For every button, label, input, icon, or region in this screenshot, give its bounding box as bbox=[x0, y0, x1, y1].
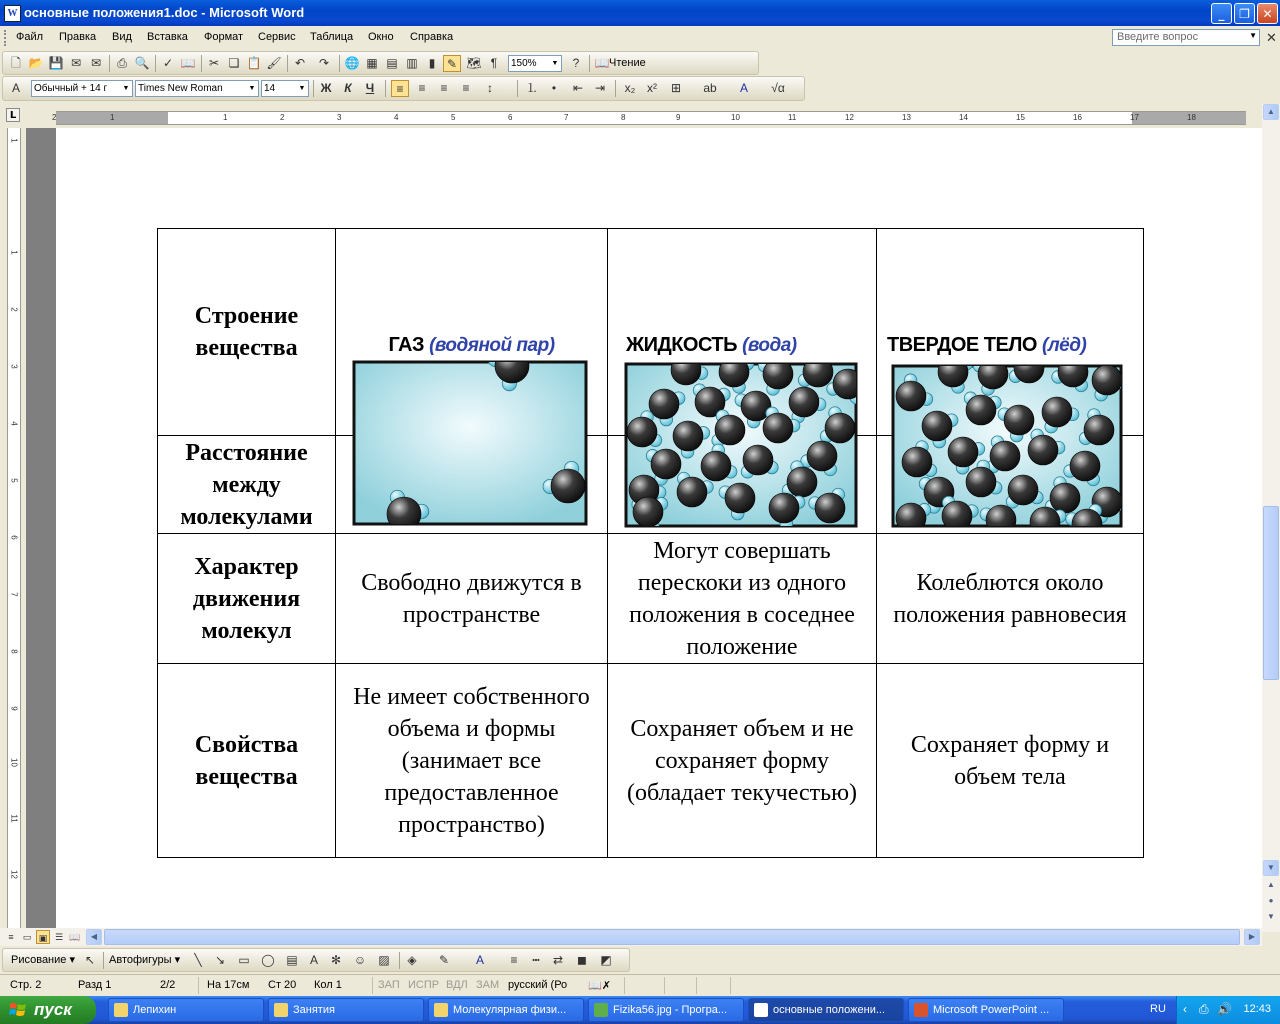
table-cell[interactable]: Свободно движутся в пространстве bbox=[336, 534, 608, 664]
status-record[interactable]: ЗАП bbox=[378, 979, 400, 991]
minimize-button[interactable]: _ bbox=[1211, 3, 1232, 24]
status-bar bbox=[0, 974, 1280, 997]
table-row bbox=[158, 229, 1144, 436]
style-select[interactable] bbox=[31, 80, 133, 97]
table-cell[interactable]: Не имеет собственного объема и формы (занимает все предоставленное пространство) bbox=[336, 664, 608, 858]
bold-button[interactable]: Ж bbox=[320, 81, 332, 95]
taskbar-item-word-document[interactable] bbox=[748, 998, 904, 1022]
maximize-button[interactable]: ❐ bbox=[1234, 3, 1255, 24]
align-left-icon[interactable]: ≡ bbox=[391, 80, 409, 97]
drawing-icon[interactable]: ✎ bbox=[443, 55, 461, 72]
menu-bar bbox=[0, 26, 1280, 50]
help-question-placeholder: Введите вопрос bbox=[1117, 31, 1199, 43]
taskbar-item-lepikhin[interactable] bbox=[108, 998, 264, 1022]
decrease-indent-icon[interactable]: ⇤ bbox=[572, 81, 584, 95]
menu-file[interactable]: Файл bbox=[16, 31, 44, 43]
research-icon[interactable]: 📖 bbox=[180, 56, 196, 70]
zoom-dropdown-icon[interactable]: ▼ bbox=[551, 60, 559, 67]
insert-excel-icon[interactable]: ▥ bbox=[406, 56, 418, 70]
gas-title: ГАЗ bbox=[388, 334, 425, 356]
system-tray bbox=[1176, 996, 1280, 1024]
ruler-number: 18 bbox=[1187, 113, 1196, 122]
read-icon[interactable]: 📖 bbox=[594, 56, 610, 70]
print-preview-icon[interactable]: 🔍 bbox=[134, 56, 150, 70]
ruler-number: 13 bbox=[902, 113, 911, 122]
ruler-number: 3 bbox=[337, 113, 342, 122]
web-view-icon[interactable]: ▭ bbox=[22, 932, 32, 942]
liquid-title: ЖИДКОСТЬ bbox=[626, 334, 737, 356]
ruler-number: 9 bbox=[676, 113, 681, 122]
close-button[interactable]: ✕ bbox=[1257, 3, 1278, 24]
horizontal-scrollbar[interactable] bbox=[0, 928, 1262, 946]
ruler-number: 6 bbox=[508, 113, 513, 122]
ruler-number: 2 bbox=[280, 113, 285, 122]
tab-selector[interactable]: L bbox=[6, 108, 20, 122]
status-column: Кол 1 bbox=[314, 979, 342, 991]
style-value: Обычный + 14 г bbox=[34, 83, 108, 94]
highlight-icon[interactable]: ab bbox=[703, 81, 717, 95]
water-molecule bbox=[896, 503, 931, 539]
ruler-number: 1 bbox=[223, 113, 228, 122]
status-overtype[interactable]: ЗАМ bbox=[476, 979, 500, 991]
horizontal-scroll-thumb[interactable] bbox=[104, 929, 1240, 945]
task-label: Microsoft PowerPoint ... bbox=[933, 1004, 1050, 1016]
solid-subtitle: (лёд) bbox=[1042, 335, 1087, 356]
hyperlink-icon[interactable]: 🌐 bbox=[344, 56, 360, 70]
rectangle-icon[interactable]: ▭ bbox=[238, 953, 250, 967]
drawing-menu-button[interactable]: Рисование ▾ bbox=[11, 954, 75, 966]
windows-flag-icon bbox=[9, 1002, 27, 1018]
tray-arrow-icon[interactable]: ‹ bbox=[1183, 1002, 1187, 1016]
font-size-select[interactable] bbox=[261, 80, 309, 97]
liquid-illustration bbox=[608, 332, 877, 539]
shadow-icon[interactable]: ◼ bbox=[577, 953, 587, 967]
solid-illustration bbox=[877, 332, 1144, 539]
picture-icon bbox=[594, 1003, 608, 1017]
line-style-icon[interactable]: ≡ bbox=[510, 953, 518, 967]
vruler-number: 9 bbox=[9, 706, 19, 711]
vessel-box bbox=[354, 362, 586, 524]
start-button[interactable] bbox=[0, 996, 96, 1024]
gas-image-cell[interactable] bbox=[336, 229, 608, 436]
vruler-number: 11 bbox=[9, 814, 19, 823]
dash-style-icon[interactable]: ┅ bbox=[532, 953, 540, 967]
start-label: пуск bbox=[34, 1000, 72, 1019]
table-cell[interactable]: Могут совершать перескоки из одного положения в соседнее положение bbox=[608, 534, 877, 664]
styles-icon[interactable]: A bbox=[11, 81, 20, 95]
clipart-icon[interactable]: ☺ bbox=[353, 953, 367, 967]
folder-icon bbox=[114, 1003, 128, 1017]
select-objects-icon[interactable]: ↖ bbox=[84, 953, 96, 967]
font-dropdown-icon[interactable]: ▼ bbox=[248, 85, 256, 92]
table-row bbox=[158, 534, 1144, 664]
ruler-number: 14 bbox=[959, 113, 968, 122]
ruler-number: 17 bbox=[1130, 113, 1139, 122]
email-icon[interactable]: ✉ bbox=[90, 56, 102, 70]
taskbar bbox=[0, 996, 1280, 1024]
vruler-number: 6 bbox=[9, 535, 19, 540]
undo-icon[interactable]: ↶ bbox=[294, 56, 306, 70]
increase-indent-icon[interactable]: ⇥ bbox=[594, 81, 606, 95]
row-header[interactable]: Свойства вещества bbox=[158, 664, 336, 858]
tables-borders-icon[interactable]: ▦ bbox=[366, 56, 378, 70]
vertical-scroll-thumb[interactable] bbox=[1263, 506, 1279, 680]
zoom-select[interactable] bbox=[508, 55, 562, 72]
ruler-number: 15 bbox=[1016, 113, 1025, 122]
liquid-subtitle: (вода) bbox=[742, 335, 797, 356]
spelling-status-icon[interactable]: 📖✗ bbox=[588, 980, 611, 992]
menu-help[interactable]: Справка bbox=[410, 31, 454, 43]
cut-icon[interactable]: ✂ bbox=[208, 56, 220, 70]
permission-icon[interactable]: ✉ bbox=[70, 56, 82, 70]
document-area bbox=[26, 128, 1262, 928]
line-color-icon[interactable]: ✎ bbox=[438, 953, 450, 967]
horizontal-ruler bbox=[0, 104, 1280, 128]
vruler-number: 8 bbox=[9, 649, 19, 654]
task-label: Лепихин bbox=[133, 1004, 177, 1016]
word-icon bbox=[754, 1003, 768, 1017]
table-row bbox=[158, 664, 1144, 858]
row-header[interactable]: Строение вещества bbox=[158, 229, 336, 436]
zoom-value: 150% bbox=[511, 58, 537, 69]
bullets-icon[interactable]: • bbox=[551, 81, 557, 95]
word-app-icon[interactable]: W bbox=[4, 5, 21, 22]
justify-icon[interactable]: ≡ bbox=[462, 81, 470, 95]
vertical-ruler bbox=[0, 128, 26, 928]
browse-object-icon[interactable]: ● bbox=[1263, 894, 1279, 910]
document-page[interactable] bbox=[56, 128, 1262, 928]
menu-window[interactable]: Окно bbox=[368, 31, 394, 43]
font-select[interactable] bbox=[135, 80, 259, 97]
solid-image-cell[interactable] bbox=[877, 229, 1144, 436]
status-language: русский (Ро bbox=[508, 979, 568, 991]
formatting-toolbar bbox=[2, 76, 805, 101]
table-cell[interactable]: Колеблются около положения равновесия bbox=[877, 534, 1144, 664]
normal-view-icon[interactable]: ≡ bbox=[8, 932, 14, 942]
ruler-bar[interactable] bbox=[52, 111, 1246, 125]
vruler-number: 1 bbox=[9, 250, 19, 255]
superscript-icon[interactable]: x² bbox=[647, 81, 657, 95]
task-label: Занятия bbox=[293, 1004, 335, 1016]
next-page-icon[interactable]: ▼ bbox=[1263, 910, 1279, 926]
menu-grip[interactable] bbox=[4, 30, 10, 46]
gas-subtitle: (водяной пар) bbox=[429, 335, 555, 356]
arrow-icon[interactable]: ↘ bbox=[214, 953, 226, 967]
line-icon[interactable]: ╲ bbox=[194, 953, 202, 967]
print-icon[interactable]: ⎙ bbox=[117, 56, 127, 70]
clock: 12:43 bbox=[1243, 1003, 1271, 1015]
window-title: основные положения1.doc - Microsoft Word bbox=[24, 5, 305, 20]
ruler-number: 4 bbox=[394, 113, 399, 122]
oval-icon[interactable]: ◯ bbox=[261, 953, 275, 967]
vruler-number: 12 bbox=[9, 870, 19, 879]
read-mode-label[interactable]: Чтение bbox=[609, 57, 646, 69]
row-header[interactable]: Расстояние между молекулами bbox=[158, 436, 336, 534]
borders-icon[interactable]: ⊞ bbox=[670, 81, 682, 95]
menu-table[interactable]: Таблица bbox=[310, 31, 354, 43]
equation-icon[interactable]: √α bbox=[771, 81, 785, 95]
menu-tools[interactable]: Сервис bbox=[258, 31, 296, 43]
ruler-number: 7 bbox=[564, 113, 569, 122]
status-extend[interactable]: ВДЛ bbox=[446, 979, 468, 991]
task-label: основные положени... bbox=[773, 1004, 886, 1016]
vertical-ruler-bar[interactable] bbox=[7, 128, 21, 928]
title-bar bbox=[0, 0, 1280, 26]
text-box-icon[interactable]: ▤ bbox=[286, 953, 298, 967]
status-line: Ст 20 bbox=[268, 979, 297, 991]
solid-title: ТВЕРДОЕ ТЕЛО bbox=[887, 334, 1037, 356]
underline-button[interactable]: Ч bbox=[365, 81, 375, 95]
reading-view-icon[interactable]: 📖 bbox=[69, 932, 81, 942]
ruler-number: 16 bbox=[1073, 113, 1082, 122]
fill-color-icon[interactable]: ◈ bbox=[407, 953, 417, 967]
numbering-icon[interactable]: ⒈ bbox=[525, 81, 538, 95]
ruler-number: 5 bbox=[451, 113, 456, 122]
menu-format[interactable]: Формат bbox=[204, 31, 244, 43]
scroll-down-icon[interactable]: ▼ bbox=[1263, 860, 1279, 876]
align-center-icon[interactable]: ≡ bbox=[418, 81, 426, 95]
document-close-button[interactable]: ✕ bbox=[1266, 30, 1277, 45]
previous-page-icon[interactable]: ▲ bbox=[1263, 878, 1279, 894]
status-pages: 2/2 bbox=[160, 979, 176, 991]
folder-icon bbox=[274, 1003, 288, 1017]
status-track-changes[interactable]: ИСПР bbox=[408, 979, 440, 991]
vertical-scrollbar[interactable] bbox=[1262, 104, 1280, 932]
copy-icon[interactable]: ❏ bbox=[228, 56, 240, 70]
show-formatting-icon[interactable]: ¶ bbox=[490, 56, 498, 70]
gas-illustration bbox=[336, 332, 608, 539]
ruler-number: 11 bbox=[788, 113, 797, 122]
status-at: На 17см bbox=[207, 979, 250, 991]
ruler-number: 12 bbox=[845, 113, 854, 122]
folder-icon bbox=[434, 1003, 448, 1017]
table-cell[interactable]: Сохраняет объем и не сохраняет форму (обладает текучестью) bbox=[608, 664, 877, 858]
vruler-number: 4 bbox=[9, 421, 19, 426]
vruler-number: 2 bbox=[9, 307, 19, 312]
insert-table-icon[interactable]: ▤ bbox=[386, 56, 398, 70]
insert-picture-icon[interactable]: ▨ bbox=[378, 953, 390, 967]
autoshapes-button[interactable]: Автофигуры ▾ bbox=[109, 954, 181, 966]
taskbar-item-image-viewer[interactable] bbox=[588, 998, 744, 1022]
font-color-icon[interactable]: A bbox=[739, 81, 748, 95]
drawing-toolbar bbox=[2, 948, 630, 972]
input-language[interactable]: RU bbox=[1150, 1003, 1166, 1015]
speaker-tray-icon[interactable]: 🔊 bbox=[1217, 1002, 1232, 1016]
save-icon[interactable]: 💾 bbox=[48, 56, 64, 70]
ruler-number: 2 bbox=[52, 113, 57, 122]
ruler-number: 10 bbox=[731, 113, 740, 122]
vruler-number: 1 bbox=[9, 138, 19, 143]
help-question-input[interactable] bbox=[1112, 29, 1260, 46]
format-painter-icon[interactable]: 🖌 bbox=[266, 56, 282, 70]
taskbar-item-molecular-physics[interactable] bbox=[428, 998, 584, 1022]
line-spacing-icon[interactable]: ↕ bbox=[487, 81, 493, 95]
menu-edit[interactable]: Правка bbox=[59, 31, 97, 43]
powerpoint-icon bbox=[914, 1003, 928, 1017]
taskbar-item-powerpoint[interactable] bbox=[908, 998, 1064, 1022]
status-section: Разд 1 bbox=[78, 979, 112, 991]
print-layout-icon[interactable]: ▣ bbox=[36, 930, 50, 944]
task-label: Молекулярная физи... bbox=[453, 1004, 567, 1016]
row-header[interactable]: Характер движения молекул bbox=[158, 534, 336, 664]
status-page: Стр. 2 bbox=[10, 979, 42, 991]
table-cell[interactable]: Сохраняет форму и объем тела bbox=[877, 664, 1144, 858]
help-icon[interactable]: ? bbox=[572, 56, 580, 70]
paste-icon[interactable]: 📋 bbox=[246, 56, 262, 70]
menu-view[interactable]: Вид bbox=[112, 31, 132, 43]
vruler-number: 5 bbox=[9, 478, 19, 483]
diagram-icon[interactable]: ✻ bbox=[330, 953, 342, 967]
columns-icon[interactable]: ▮ bbox=[428, 56, 436, 70]
menu-insert[interactable]: Вставка bbox=[147, 31, 188, 43]
taskbar-item-classes[interactable] bbox=[268, 998, 424, 1022]
vruler-number: 3 bbox=[9, 364, 19, 369]
wordart-icon[interactable]: A bbox=[309, 953, 318, 967]
draw-font-color-icon[interactable]: A bbox=[475, 953, 484, 967]
printer-tray-icon[interactable]: ⎙ bbox=[1199, 1002, 1209, 1016]
3d-style-icon[interactable]: ◩ bbox=[600, 953, 612, 967]
arrow-style-icon[interactable]: ⇄ bbox=[552, 953, 564, 967]
italic-button[interactable]: К bbox=[344, 81, 352, 95]
ruler-number: 8 bbox=[621, 113, 626, 122]
task-label: Fizika56.jpg - Програ... bbox=[613, 1004, 728, 1016]
ruler-number: 1 bbox=[110, 113, 115, 122]
scroll-left-icon[interactable]: ◀ bbox=[86, 929, 102, 945]
scroll-up-icon[interactable]: ▲ bbox=[1263, 104, 1279, 120]
standard-toolbar bbox=[2, 51, 759, 75]
font-size-value: 14 bbox=[264, 83, 276, 94]
align-right-icon[interactable]: ≡ bbox=[440, 81, 448, 95]
spelling-icon[interactable]: ✓ bbox=[162, 56, 174, 70]
liquid-image-cell[interactable] bbox=[608, 229, 877, 436]
font-size-dropdown-icon[interactable]: ▼ bbox=[298, 85, 306, 92]
document-map-icon[interactable]: 🗺 bbox=[466, 56, 482, 70]
subscript-icon[interactable]: x₂ bbox=[624, 81, 636, 95]
states-of-matter-table bbox=[157, 228, 1144, 858]
help-dropdown-icon[interactable]: ▼ bbox=[1249, 31, 1257, 40]
redo-icon[interactable]: ↷ bbox=[318, 56, 330, 70]
new-document-icon[interactable]: 🗋 bbox=[11, 56, 21, 70]
style-dropdown-icon[interactable]: ▼ bbox=[122, 85, 130, 92]
font-value: Times New Roman bbox=[138, 83, 223, 94]
scroll-right-icon[interactable]: ▶ bbox=[1244, 929, 1260, 945]
water-molecule bbox=[798, 351, 833, 387]
open-folder-icon[interactable]: 📂 bbox=[28, 56, 44, 70]
water-molecule bbox=[633, 497, 668, 533]
outline-view-icon[interactable]: ☰ bbox=[54, 932, 64, 942]
vruler-number: 7 bbox=[9, 592, 19, 597]
vruler-number: 10 bbox=[9, 758, 19, 767]
